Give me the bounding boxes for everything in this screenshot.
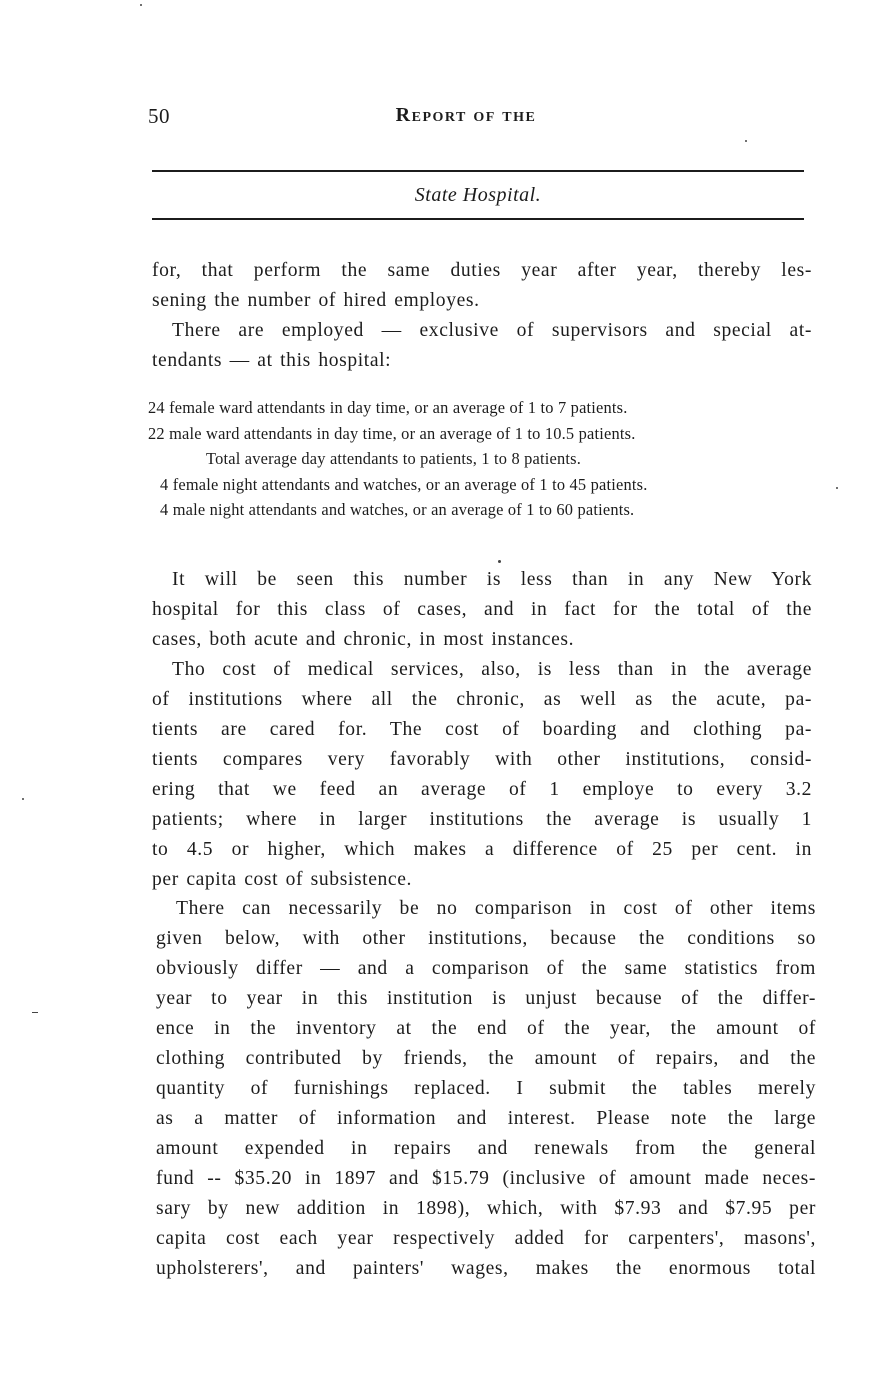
paragraph-employed (152, 316, 812, 376)
text-line: to 4.5 or higher, which makes a difference of 25 per cent. in (152, 839, 812, 860)
text-line: per capita cost of subsistence. (152, 869, 413, 890)
scan-speck (498, 560, 501, 563)
text-line: as a matter of information and interest. Please note the large (156, 1108, 816, 1129)
attendants-row: 22 male ward attendants in day time, or an average of 1 to 10.5 patients. (148, 423, 636, 443)
text-line: year to year in this institution is unjust because of the differ- (156, 988, 816, 1009)
scan-speck (836, 487, 838, 489)
text-line: fund -- $35.20 in 1897 and $15.79 (inclusive of amount made neces- (156, 1168, 816, 1189)
text-line: tients compares very favorably with other institutions, consid- (152, 749, 812, 770)
scan-speck (22, 798, 24, 800)
header-rule-bottom (152, 218, 804, 220)
text-line: given below, with other institutions, because the conditions so (156, 928, 816, 949)
text-line: ence in the inventory at the end of the year, the amount of (156, 1018, 816, 1039)
paragraph-comparison (152, 565, 812, 655)
text-line: It will be seen this number is less than in any New York (172, 569, 812, 590)
text-line: hospital for this class of cases, and in fact for the total of the (152, 599, 812, 620)
scan-speck (32, 1012, 38, 1013)
text-line: patients; where in larger institutions the average is usually 1 (152, 809, 812, 830)
text-line: upholsterers', and painters' wages, makes the enormous total (156, 1258, 816, 1279)
text-line: capita cost each year respectively added for carpenters', masons', (156, 1228, 816, 1249)
paragraph-other-items (156, 894, 816, 1284)
text-line: tients are cared for. The cost of boarding and clothing pa- (152, 719, 812, 740)
text-line: of institutions where all the chronic, as well as the acute, pa- (152, 689, 812, 710)
running-head: Report of the (395, 104, 537, 126)
attendants-total-row: Total average day attendants to patients, 1 to 8 patients. (206, 449, 582, 468)
attendants-row: 24 female ward attendants in day time, or an average of 1 to 7 patients. (148, 398, 628, 417)
text-line: sary by new addition in 1898), which, with $7.93 and $7.95 per (156, 1198, 816, 1219)
paragraph-medical-cost (152, 655, 812, 895)
scan-speck (140, 4, 142, 6)
text-line: obviously differ — and a comparison of the same statistics from (156, 958, 816, 979)
text-line: amount expended in repairs and renewals from the general (156, 1138, 816, 1159)
text-line: for, that perform the same duties year after year, thereby les- (152, 260, 812, 281)
paragraph-continuation (152, 256, 812, 316)
text-line: Tho cost of medical services, also, is less than in the average (172, 659, 812, 680)
text-line: tendants — at this hospital: (152, 350, 392, 371)
page-number: 50 (148, 104, 170, 128)
text-line: sening the number of hired employes. (152, 290, 480, 311)
text-line: ering that we feed an average of 1 employe to every 3.2 (152, 779, 812, 800)
attendants-list (148, 395, 816, 523)
text-line: There are employed — exclusive of supervisors and special at- (172, 320, 812, 341)
text-line: clothing contributed by friends, the amount of repairs, and the (156, 1048, 816, 1069)
text-line: quantity of furnishings replaced. I submit the tables merely (156, 1078, 816, 1099)
attendants-row: 4 male night attendants and watches, or an average of 1 to 60 patients. (160, 500, 635, 519)
header-rule-top (152, 170, 804, 172)
section-title: State Hospital. (414, 184, 542, 206)
text-line: There can necessarily be no comparison in cost of other items (176, 898, 816, 919)
text-line: cases, both acute and chronic, in most instances. (152, 629, 575, 650)
attendants-row: 4 female night attendants and watches, or an average of 1 to 45 patients. (160, 474, 648, 494)
scan-speck (745, 140, 747, 142)
